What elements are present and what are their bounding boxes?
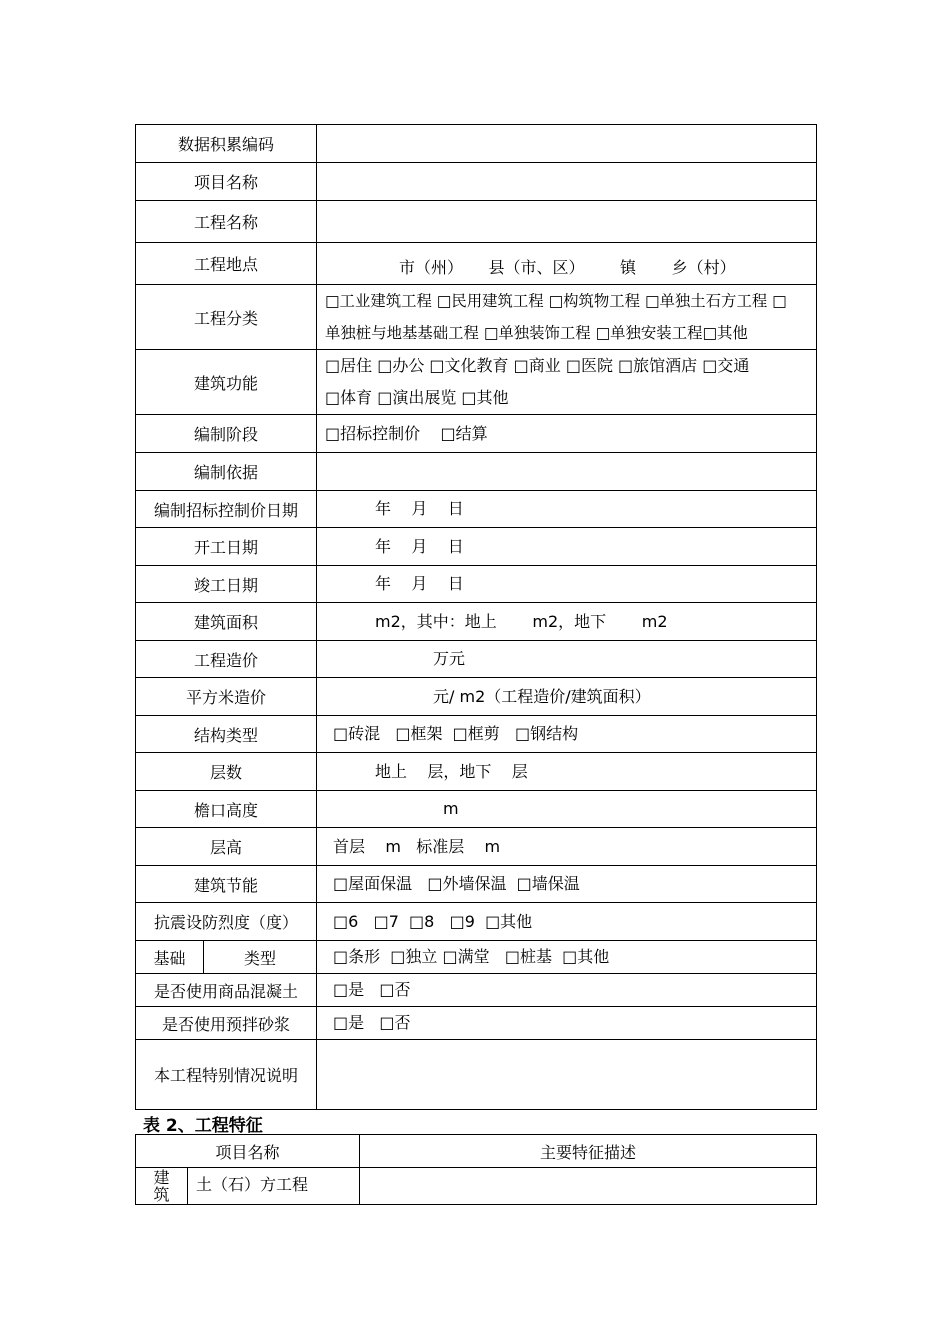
table-row [136, 285, 817, 350]
row-label: 抗震设防烈度（度） [136, 903, 317, 941]
value-line: □居住 □办公 □文化教育 □商业 □医院 □旅馆酒店 □交通 [325, 356, 750, 375]
table-row [136, 243, 817, 285]
row-value[interactable]: □屋面保温 □外墙保温 □墙保温 [317, 866, 817, 903]
column-header: 项目名称 [136, 1135, 360, 1168]
table-row [136, 163, 817, 201]
table-row [136, 903, 817, 941]
table2-title: 表 2、工程特征 [143, 1116, 263, 1136]
item-name: 土（石）方工程 [188, 1168, 360, 1205]
row-label: 建筑节能 [136, 866, 317, 903]
group-label [136, 1168, 188, 1205]
row-value[interactable] [317, 1040, 817, 1110]
row-value[interactable]: □是 □否 [317, 974, 817, 1007]
row-label: 工程分类 [136, 285, 317, 350]
row-label: 工程名称 [136, 201, 317, 243]
table-header-row [136, 1135, 817, 1168]
table-row [136, 678, 817, 716]
row-label: 檐口高度 [136, 791, 317, 828]
row-value[interactable] [317, 350, 817, 415]
row-value[interactable]: □招标控制价 □结算 [317, 415, 817, 453]
row-label: 建筑功能 [136, 350, 317, 415]
row-value[interactable]: 首层 m 标准层 m [317, 828, 817, 866]
row-value[interactable] [317, 125, 817, 163]
row-label: 工程造价 [136, 641, 317, 678]
table-row [136, 415, 817, 453]
row-label: 本工程特别情况说明 [136, 1040, 317, 1110]
table-row [136, 1168, 817, 1205]
row-label: 层高 [136, 828, 317, 866]
row-value[interactable] [317, 285, 817, 350]
column-header: 主要特征描述 [360, 1135, 817, 1168]
value-line: 单独桩与地基基础工程 □单独装饰工程 □单独安装工程□其他 [325, 324, 748, 342]
item-description[interactable] [360, 1168, 817, 1205]
row-label: 基础 [136, 941, 204, 974]
row-label: 项目名称 [136, 163, 317, 201]
table-row [136, 566, 817, 603]
row-label: 编制招标控制价日期 [136, 491, 317, 528]
table-row [136, 791, 817, 828]
value-line: □体育 □演出展览 □其他 [325, 388, 509, 407]
row-value[interactable] [317, 453, 817, 491]
table-row [136, 201, 817, 243]
table-row [136, 753, 817, 791]
table-row [136, 641, 817, 678]
row-value[interactable]: 元/ m2（工程造价/建筑面积） [317, 678, 817, 716]
row-label: 是否使用商品混凝土 [136, 974, 317, 1007]
table-row [136, 491, 817, 528]
row-value[interactable]: 年 月 日 [317, 566, 817, 603]
row-value[interactable]: 年 月 日 [317, 528, 817, 566]
row-value[interactable]: □6 □7 □8 □9 □其他 [317, 903, 817, 941]
table-row [136, 1007, 817, 1040]
row-value[interactable] [317, 163, 817, 201]
row-value[interactable]: 万元 [317, 641, 817, 678]
row-value[interactable]: 市（州） 县（市、区） 镇 乡（村） [317, 243, 817, 285]
row-label: 类型 [204, 941, 317, 974]
row-label: 是否使用预拌砂浆 [136, 1007, 317, 1040]
row-label: 竣工日期 [136, 566, 317, 603]
project-info-table [135, 124, 817, 1110]
row-value[interactable] [317, 201, 817, 243]
row-value[interactable]: 年 月 日 [317, 491, 817, 528]
row-label: 工程地点 [136, 243, 317, 285]
table-row [136, 453, 817, 491]
group-label-text: 建筑 [153, 1168, 170, 1204]
row-value[interactable]: □条形 □独立 □满堂 □桩基 □其他 [317, 941, 817, 974]
row-label: 结构类型 [136, 716, 317, 753]
table-row [136, 350, 817, 415]
row-label: 编制依据 [136, 453, 317, 491]
row-label: 编制阶段 [136, 415, 317, 453]
table-row [136, 1040, 817, 1110]
table-row [136, 716, 817, 753]
table-row [136, 866, 817, 903]
row-value[interactable]: □是 □否 [317, 1007, 817, 1040]
features-table [135, 1134, 817, 1205]
row-label: 平方米造价 [136, 678, 317, 716]
row-label: 开工日期 [136, 528, 317, 566]
row-value[interactable]: □砖混 □框架 □框剪 □钢结构 [317, 716, 817, 753]
table-row [136, 941, 817, 974]
table-row [136, 125, 817, 163]
table-row [136, 974, 817, 1007]
table-row [136, 828, 817, 866]
row-value[interactable]: 地上 层，地下 层 [317, 753, 817, 791]
value-line: □工业建筑工程 □民用建筑工程 □构筑物工程 □单独土石方工程 □ [325, 292, 787, 310]
row-value[interactable]: m2，其中：地上 m2，地下 m2 [317, 603, 817, 641]
table-row [136, 528, 817, 566]
table-row [136, 603, 817, 641]
row-label: 层数 [136, 753, 317, 791]
row-label: 数据积累编码 [136, 125, 317, 163]
row-label: 建筑面积 [136, 603, 317, 641]
row-value[interactable]: m [317, 791, 817, 828]
